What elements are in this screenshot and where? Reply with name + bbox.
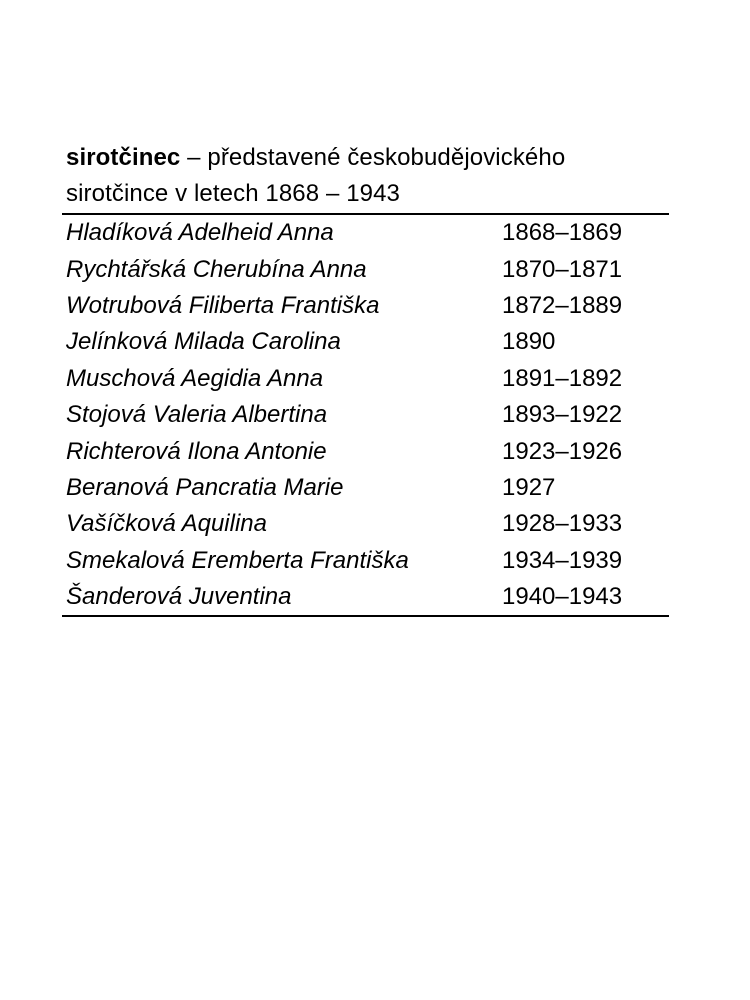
table-caption [62, 140, 669, 212]
superior-name: Richterová Ilona Antonie [66, 437, 327, 465]
tenure-years: 1868–1869 [502, 219, 623, 247]
caption-text-line1: – představené českobudějovického [180, 144, 566, 171]
table-row [62, 506, 669, 542]
superior-name: Šanderová Juventina [66, 583, 292, 611]
table-row [62, 215, 669, 251]
superior-name: Wotrubová Filiberta Františka [66, 291, 380, 319]
tenure-years: 1928–1933 [502, 510, 623, 538]
table-row [62, 288, 669, 324]
table-row [62, 433, 669, 469]
document [62, 140, 669, 617]
superior-name: Stojová Valeria Albertina [66, 401, 328, 429]
superior-name: Jelínková Milada Carolina [66, 328, 341, 356]
table-row [62, 397, 669, 433]
table-row [62, 579, 669, 615]
caption-text-line2: sirotčince v letech 1868 – 1943 [66, 180, 400, 207]
tenure-years: 1927 [502, 473, 556, 501]
table-row [62, 543, 669, 579]
superior-name: Rychtářská Cherubína Anna [66, 255, 367, 283]
tenure-years: 1870–1871 [502, 255, 623, 283]
table-row [62, 251, 669, 287]
superior-name: Muschová Aegidia Anna [66, 364, 324, 392]
superiors-table [62, 213, 669, 617]
superior-name: Beranová Pancratia Marie [66, 473, 344, 501]
tenure-years: 1893–1922 [502, 401, 623, 429]
tenure-years: 1934–1939 [502, 546, 623, 574]
tenure-years: 1940–1943 [502, 583, 623, 611]
tenure-years: 1890 [502, 328, 556, 356]
table-row [62, 470, 669, 506]
caption-term: sirotčinec [66, 144, 181, 171]
tenure-years: 1891–1892 [502, 364, 623, 392]
superior-name: Smekalová Eremberta Františka [66, 546, 409, 574]
tenure-years: 1872–1889 [502, 291, 623, 319]
superior-name: Hladíková Adelheid Anna [66, 219, 334, 247]
table-row [62, 361, 669, 397]
superior-name: Vašíčková Aquilina [66, 510, 267, 538]
tenure-years: 1923–1926 [502, 437, 623, 465]
table-row [62, 324, 669, 360]
